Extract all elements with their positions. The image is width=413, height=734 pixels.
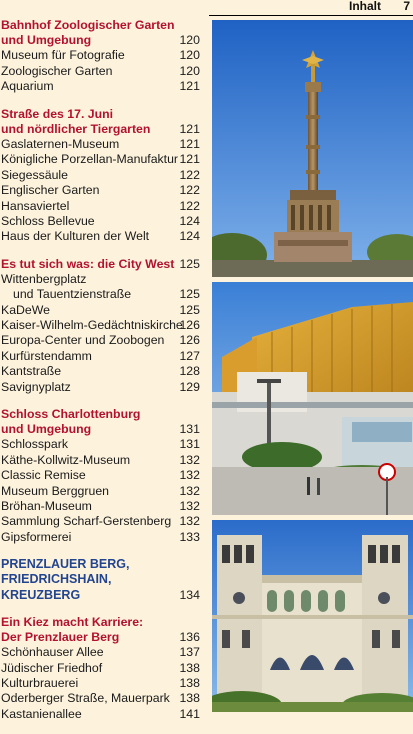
toc-entry-page: 120 <box>179 48 200 63</box>
photo-museum-building <box>212 520 413 712</box>
toc-section <box>0 557 206 603</box>
toc-entry[interactable] <box>0 691 206 706</box>
toc-entry[interactable] <box>0 364 206 379</box>
page-header <box>0 0 413 18</box>
toc-entry-label: Kaiser-Wilhelm-Gedächtniskirche <box>1 318 183 333</box>
toc-section-heading[interactable] <box>0 557 206 603</box>
toc-entry-page: 138 <box>179 660 200 675</box>
toc-section <box>0 107 206 245</box>
toc-entry-page: 129 <box>179 379 200 394</box>
toc-section <box>0 257 206 395</box>
toc-heading-page: 120 <box>179 33 200 48</box>
toc-entry-label: Kurfürstendamm <box>1 348 92 363</box>
toc-entry[interactable] <box>0 661 206 676</box>
toc-entry-label: KaDeWe <box>1 302 50 317</box>
toc-entry[interactable] <box>0 530 206 545</box>
toc-entry-label: Haus der Kulturen der Welt <box>1 229 150 244</box>
toc-entry-page: 138 <box>179 691 200 706</box>
toc-entry[interactable] <box>0 453 206 468</box>
toc-heading-page: 121 <box>179 121 200 136</box>
toc-entry[interactable] <box>0 676 206 691</box>
toc-entry-page: 132 <box>179 514 200 529</box>
toc-entry-label: Gaslaternen-Museum <box>1 136 120 151</box>
toc-entry-label: Schlosspark <box>1 437 68 452</box>
toc-heading-line: PRENZLAUER BERG, <box>1 557 130 572</box>
toc-entry[interactable] <box>0 183 206 198</box>
toc-heading-line: Es tut sich was: die City West <box>1 256 175 271</box>
toc-entry-page: 126 <box>179 333 200 348</box>
toc-entry-label: Museum für Fotografie <box>1 48 125 63</box>
toc-entry-page: 131 <box>179 437 200 452</box>
toc-entry[interactable] <box>0 645 206 660</box>
toc-heading-line: und Umgebung <box>1 33 92 48</box>
toc-entry-label: Gipsformerei <box>1 529 72 544</box>
toc-entry[interactable] <box>0 152 206 167</box>
toc-entry[interactable] <box>0 499 206 514</box>
toc-entry-page: 133 <box>179 529 200 544</box>
toc-entry-page: 122 <box>179 198 200 213</box>
toc-heading-page: 125 <box>179 256 200 271</box>
toc-entry-label: Hansaviertel <box>1 198 70 213</box>
toc-entry-page: 124 <box>179 229 200 244</box>
toc-entry-page: 132 <box>179 452 200 467</box>
toc-heading-line: und nördlicher Tiergarten <box>1 121 151 136</box>
toc-entry-label: und Tauentzienstraße <box>13 287 132 302</box>
toc-heading-line: Bahnhof Zoologischer Garten <box>1 18 175 32</box>
toc-entry[interactable] <box>0 168 206 183</box>
toc-entry-page: 121 <box>179 79 200 94</box>
photo-philharmonie <box>212 282 413 515</box>
toc-entry[interactable] <box>0 349 206 364</box>
toc-entry-page: 132 <box>179 468 200 483</box>
toc-entry[interactable] <box>0 229 206 244</box>
toc-section-heading[interactable] <box>0 107 206 137</box>
toc-entry-label: Siegessäule <box>1 167 68 182</box>
toc-entry-page: 125 <box>179 302 200 317</box>
toc-entry[interactable] <box>0 48 206 63</box>
photo-siegessaeule <box>212 20 413 277</box>
toc-entry-label: Classic Remise <box>1 468 86 483</box>
toc-entry-page: 141 <box>179 706 200 721</box>
toc-entry-label: Königliche Porzellan-Manufaktur <box>1 152 179 167</box>
toc-entry-label: Bröhan-Museum <box>1 499 92 514</box>
toc-entry[interactable] <box>0 79 206 94</box>
toc-entry-label: Aquarium <box>1 79 54 94</box>
toc-entry[interactable] <box>0 318 206 333</box>
toc-entry[interactable] <box>0 380 206 395</box>
toc-entry-page: 132 <box>179 499 200 514</box>
toc-entry[interactable] <box>0 514 206 529</box>
toc-heading-page: 134 <box>179 587 200 602</box>
toc-entry-label: Kastanienallee <box>1 706 82 721</box>
toc-entry-label: Käthe-Kollwitz-Museum <box>1 452 131 467</box>
toc-entry-page: 126 <box>179 318 200 333</box>
toc-heading-line: Schloss Charlottenburg <box>1 407 141 422</box>
toc-entry-label: Sammlung Scharf-Gerstenberg <box>1 514 172 529</box>
toc-heading-line: Straße des 17. Juni <box>1 106 114 121</box>
toc-entry-page: 124 <box>179 213 200 228</box>
toc-entry-label: Museum Berggruen <box>1 483 109 498</box>
toc-entry-page: 122 <box>179 183 200 198</box>
toc-entry[interactable] <box>0 437 206 452</box>
toc-entry[interactable] <box>0 137 206 152</box>
toc-entry-page: 121 <box>179 136 200 151</box>
header-page-number: 7 <box>403 0 410 13</box>
toc-entry-label: Kulturbrauerei <box>1 675 79 690</box>
toc-entry-page: 125 <box>179 287 200 302</box>
toc-heading-line: Der Prenzlauer Berg <box>1 630 120 644</box>
toc-heading-page: 131 <box>179 422 200 437</box>
photo-column <box>212 20 413 712</box>
toc-entry-label: Savignyplatz <box>1 379 71 394</box>
toc-entry[interactable] <box>0 214 206 229</box>
toc-entry[interactable] <box>0 484 206 499</box>
toc-entry-label: Englischer Garten <box>1 183 100 198</box>
toc-entry[interactable] <box>0 272 206 287</box>
toc-entry-page: 138 <box>179 675 200 690</box>
toc-entry-page: 122 <box>179 167 200 182</box>
toc-entry-label: Schloss Bellevue <box>1 213 95 228</box>
toc-entry-label: Oderberger Straße, Mauerpark <box>1 691 170 706</box>
toc-section <box>0 407 206 545</box>
toc-entry-label: Europa-Center und Zoobogen <box>1 333 165 348</box>
header-label: Inhalt <box>349 0 381 13</box>
toc-section-heading[interactable] <box>0 407 206 437</box>
toc-heading-line: und Umgebung <box>1 422 92 437</box>
toc-entry-label: Zoologischer Garten <box>1 63 113 78</box>
toc-entry[interactable] <box>0 468 206 483</box>
toc-section-heading[interactable] <box>0 615 206 645</box>
toc-entry[interactable] <box>0 333 206 348</box>
header-rule <box>209 15 413 16</box>
toc-heading-page: 136 <box>179 630 200 644</box>
toc-entry-page: 121 <box>179 152 200 167</box>
toc-entry-page: 127 <box>179 348 200 363</box>
toc-entry[interactable] <box>0 303 206 318</box>
toc-entry-label: Kantstraße <box>1 364 62 379</box>
toc-entry-page: 137 <box>179 645 200 660</box>
toc-section <box>0 615 206 722</box>
toc-entry-label: Jüdischer Friedhof <box>1 660 103 675</box>
toc-section <box>0 18 206 95</box>
toc-section-heading[interactable] <box>0 257 206 272</box>
toc-heading-line: FRIEDRICHSHAIN, KREUZBERG <box>1 572 112 602</box>
toc-entry-page: 132 <box>179 483 200 498</box>
toc-entry[interactable] <box>0 199 206 214</box>
toc-entry[interactable] <box>0 64 206 79</box>
toc-entry[interactable] <box>0 287 206 302</box>
toc-entry-label: Schönhauser Allee <box>1 645 104 660</box>
toc-entry-page: 120 <box>179 63 200 78</box>
toc-section-heading[interactable] <box>0 18 206 48</box>
table-of-contents <box>0 18 206 734</box>
toc-entry-page: 128 <box>179 364 200 379</box>
toc-entry-label: Wittenbergplatz <box>1 271 87 286</box>
toc-heading-line: Ein Kiez macht Karriere: <box>1 614 144 629</box>
